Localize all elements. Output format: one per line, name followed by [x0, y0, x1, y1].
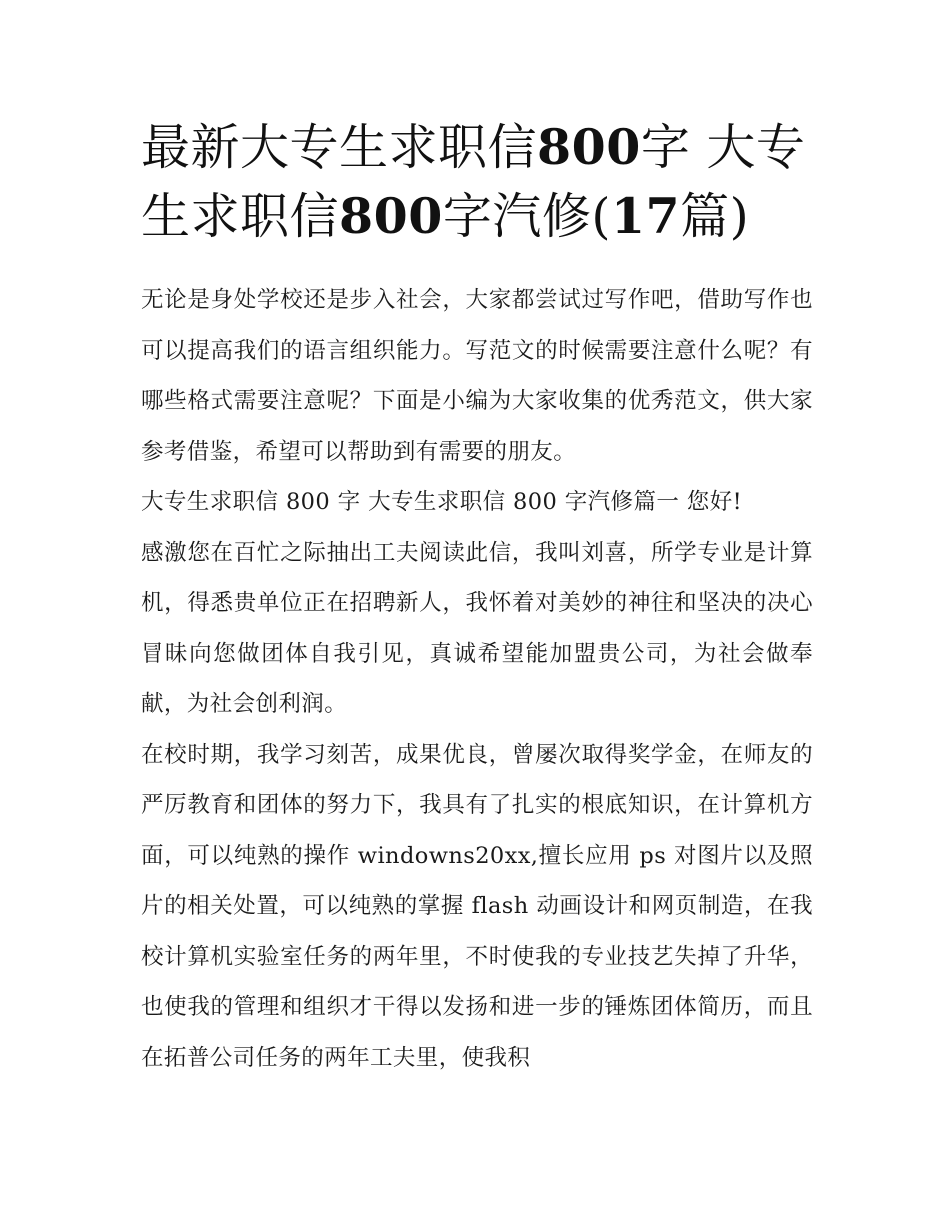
title-number-3: 17 — [610, 187, 681, 245]
title-number-2: 800 — [339, 187, 443, 245]
document-body — [141, 275, 813, 1083]
title-part-4: 篇) — [680, 188, 750, 245]
title-part-3: 字汽修( — [442, 188, 611, 245]
title-part-1: 最新大专生求职信 — [141, 119, 538, 176]
letter-paragraph-1: 感激您在百忙之际抽出工夫阅读此信，我叫刘喜，所学专业是计算机，得悉贵单位正在招聘新人，我怀着对美妙的神往和坚决的决心冒昧向您做团体自我引见，真诚希望能加盟贵公司，为社会做奉献，为社会创利润。 — [141, 539, 813, 717]
document-title — [141, 113, 813, 251]
letter-paragraph-2: 在校时期，我学习刻苦，成果优良，曾屡次取得奖学金，在师友的严厉教育和团体的努力下，我具有了扎实的根底知识，在计算机方面，可以纯熟的操作 windowns20xx,擅长应用 ps 对图片以及照片的相关处置，可以纯熟的掌握 flash 动画设计和网页制造，在我校计算机实验室任务的两年里，不时使我的专业技艺失掉了升华，也使我的管理和组织才干得以发扬和进一步的锤炼团体简历，而且在拓普公司任务的两年工夫里，使我积 — [141, 741, 813, 1071]
intro-paragraph: 无论是身处学校还是步入社会，大家都尝试过写作吧，借助写作也可以提高我们的语言组织能力。写范文的时候需要注意什么呢？有哪些格式需要注意呢？下面是小编为大家收集的优秀范文，供大家参考借鉴，希望可以帮助到有需要的朋友。 — [141, 287, 813, 465]
document-content — [141, 113, 813, 1083]
title-part-2: 字 大专生求职信 — [141, 119, 806, 245]
letter-heading-paragraph: 大专生求职信 800 字 大专生求职信 800 字汽修篇一 您好! — [141, 489, 743, 515]
title-number-1: 800 — [537, 118, 641, 176]
